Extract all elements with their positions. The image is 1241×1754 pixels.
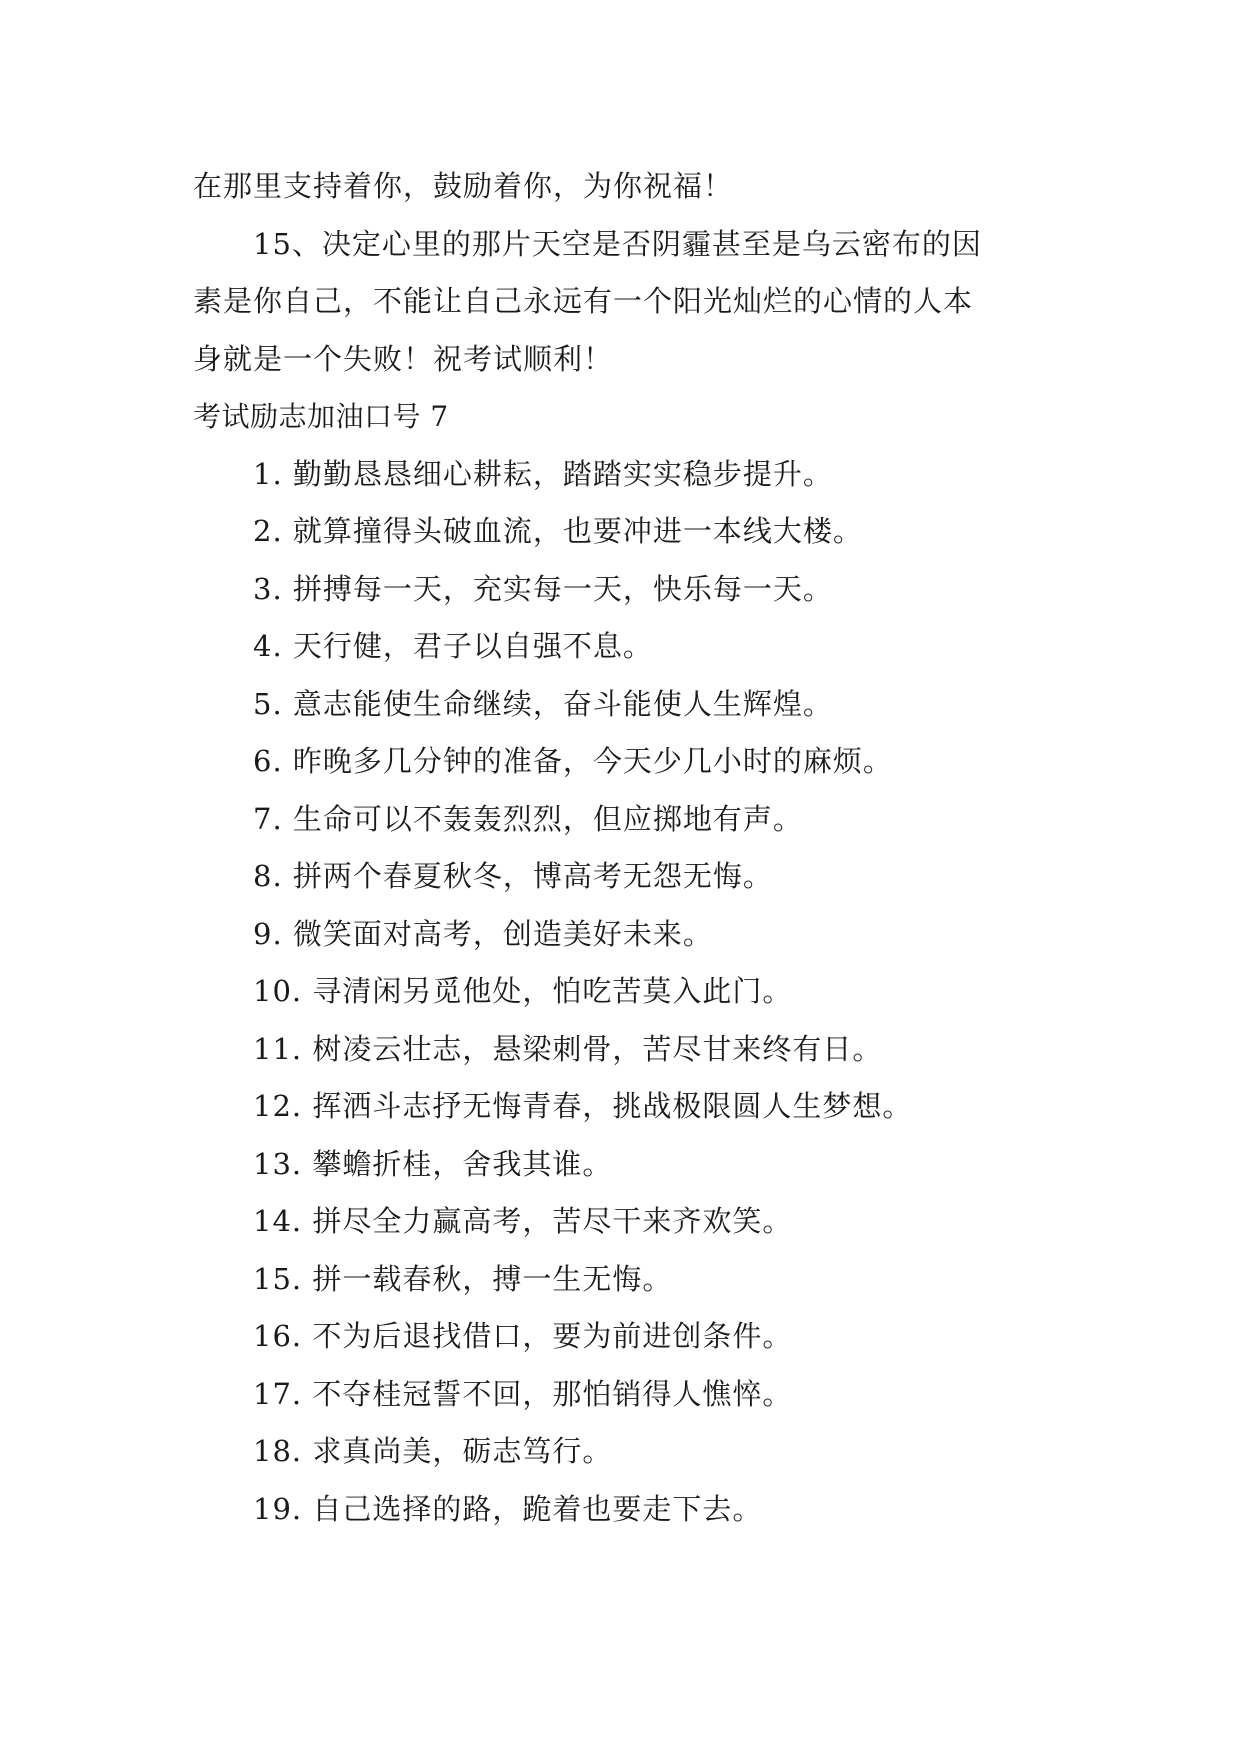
slogan-item: 6. 昨晚多几分钟的准备，今天少几小时的麻烦。 <box>253 744 893 778</box>
section-heading: 考试励志加油口号 7 <box>193 400 449 433</box>
slogan-item: 12. 挥洒斗志抒无悔青春，挑战极限圆人生梦想。 <box>253 1089 913 1123</box>
slogan-item: 16. 不为后退找借口，要为前进创条件。 <box>253 1319 793 1353</box>
paragraph-15-line-1: 15、决定心里的那片天空是否阴霾甚至是乌云密布的因 <box>253 226 982 261</box>
slogan-item: 5. 意志能使生命继续，奋斗能使人生辉煌。 <box>253 686 833 721</box>
slogan-item: 9. 微笑面对高考，创造美好未来。 <box>253 916 713 951</box>
slogan-item: 1. 勤勤恳恳细心耕耘，踏踏实实稳步提升。 <box>253 456 833 491</box>
paragraph-15-line-2: 素是你自己，不能让自己永远有一个阳光灿烂的心情的人本 <box>193 284 974 318</box>
continuation-line: 在那里支持着你，鼓励着你，为你祝福！ <box>193 169 734 203</box>
slogan-item: 4. 天行健，君子以自强不息。 <box>253 629 653 663</box>
slogan-list <box>193 446 1073 1539</box>
slogan-item: 18. 求真尚美，砺志笃行。 <box>253 1434 613 1468</box>
paragraph-15-line-3: 身就是一个失败！祝考试顺利！ <box>193 341 614 376</box>
slogan-item: 19. 自己选择的路，跪着也要走下去。 <box>253 1491 763 1526</box>
slogan-item: 11. 树凌云壮志，悬梁刺骨，苦尽甘来终有日。 <box>253 1031 883 1066</box>
slogan-item: 14. 拼尽全力赢高考，苦尽干来齐欢笑。 <box>253 1204 793 1238</box>
slogan-item: 3. 拼搏每一天，充实每一天，快乐每一天。 <box>253 571 833 606</box>
document-body <box>193 158 1073 1538</box>
slogan-item: 10. 寻清闲另觅他处，怕吃苦莫入此门。 <box>253 974 793 1008</box>
slogan-item: 15. 拼一载春秋，搏一生无悔。 <box>253 1261 673 1296</box>
slogan-item: 8. 拼两个春夏秋冬，博高考无怨无悔。 <box>253 859 773 893</box>
slogan-item: 17. 不夺桂冠誓不回，那怕销得人憔悴。 <box>253 1376 793 1411</box>
slogan-item: 7. 生命可以不轰轰烈烈，但应掷地有声。 <box>253 801 803 836</box>
slogan-item: 2. 就算撞得头破血流，也要冲进一本线大楼。 <box>253 514 863 548</box>
slogan-item: 13. 攀蟾折桂，舍我其谁。 <box>253 1146 613 1181</box>
